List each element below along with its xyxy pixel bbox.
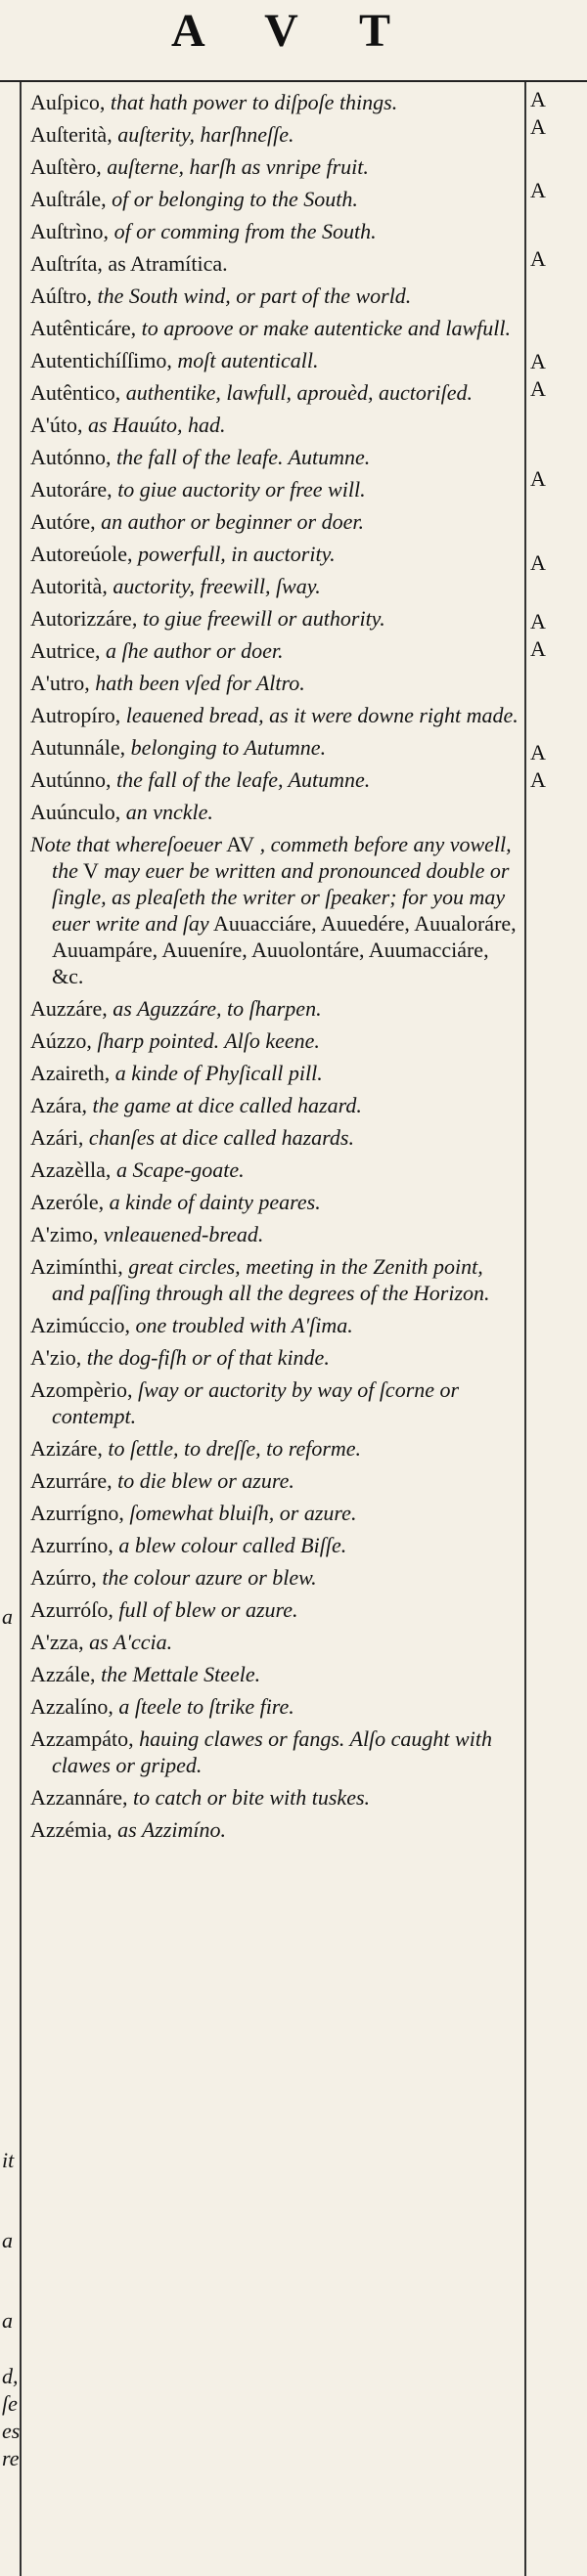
margin-fragment-left: it — [2, 2148, 15, 2172]
entry-headword: Auſtrìno, — [30, 219, 110, 243]
entry-headword: Azzalíno, — [30, 1694, 113, 1719]
dictionary-entry — [30, 1693, 519, 1720]
dictionary-entry — [30, 1189, 519, 1215]
entry-headword: Autropíro, — [30, 703, 121, 727]
dictionary-entry — [30, 670, 519, 696]
entry-definition: auctority, freewill, ſway. — [107, 574, 321, 598]
entry-headword: Auſtríta, as Atramítica. — [30, 251, 228, 276]
entry-headword: Autónno, — [30, 445, 112, 469]
margin-fragment-right: A — [530, 550, 546, 575]
dictionary-entry — [30, 1500, 519, 1526]
entry-definition: the dog-fiſh or of that kinde. — [81, 1345, 330, 1370]
dictionary-entry — [30, 766, 519, 793]
note-text-c: may euer be written and pronounced double or ſingle, as pleaſeth the writer or ſpeaker; for you may euer write and ſay — [52, 858, 510, 936]
margin-fragment-left: a — [2, 1604, 13, 1629]
entry-definition: full of blew or azure. — [113, 1597, 298, 1622]
dictionary-entry — [30, 1312, 519, 1338]
dictionary-entry — [30, 250, 519, 277]
dictionary-entry — [30, 347, 519, 373]
note-text-a: Note that whereſoeuer — [30, 832, 222, 856]
entry-headword: Azompèrio, — [30, 1377, 133, 1402]
dictionary-entry — [30, 799, 519, 825]
dictionary-entry — [30, 1221, 519, 1247]
note-examples: Auuacciáre, Auuedére, Auualoráre, Auuampáre, Auueníre, Auuolontáre, Auumacciáre, &c. — [52, 911, 517, 988]
entry-headword: A'zimo, — [30, 1222, 99, 1246]
entry-headword: A'zza, — [30, 1630, 84, 1654]
dictionary-entry — [30, 283, 519, 309]
dictionary-entry — [30, 1564, 519, 1591]
entry-definition: chanſes at dice called hazards. — [83, 1125, 354, 1150]
entry-headword: Auzzáre, — [30, 996, 108, 1021]
entry-definition: hauing clawes or fangs. Alſo caught with clawes or griped. — [52, 1726, 492, 1777]
margin-fragment-left: a — [2, 2228, 13, 2252]
entry-headword: Autoreúole, — [30, 542, 133, 566]
entry-headword: Aúzzo, — [30, 1028, 92, 1053]
margin-fragment-left: re — [2, 2446, 20, 2470]
entry-definition: hath been vſed for Altro. — [89, 671, 305, 695]
entry-headword: Azaireth, — [30, 1061, 111, 1085]
entry-headword: Auſterità, — [30, 122, 113, 147]
dictionary-entry — [30, 1629, 519, 1655]
dictionary-entry — [30, 1376, 519, 1429]
dictionary-entry — [30, 734, 519, 761]
entry-definition: of or belonging to the South. — [106, 187, 358, 211]
dictionary-entry — [30, 1092, 519, 1118]
margin-fragment-right: A — [530, 767, 546, 792]
note-text-b: , commeth before any vowell, the — [52, 832, 512, 883]
entry-headword: Autrice, — [30, 638, 101, 663]
entry-headword: Azurríno, — [30, 1533, 113, 1557]
entry-headword: Autorizzáre, — [30, 606, 138, 631]
dictionary-entry — [30, 1253, 519, 1306]
entry-definition: auſterne, harſh as vnripe fruit. — [101, 154, 369, 179]
entry-definition: the game at dice called hazard. — [87, 1093, 362, 1117]
dictionary-entry — [30, 121, 519, 148]
dictionary-entry — [30, 605, 519, 632]
entry-headword: Autoráre, — [30, 477, 113, 502]
entry-headword: Azúrro, — [30, 1565, 97, 1590]
dictionary-entry — [30, 1060, 519, 1086]
entry-headword: Azazèlla, — [30, 1157, 112, 1182]
header-rule — [0, 80, 587, 82]
dictionary-entry — [30, 444, 519, 470]
entry-definition: ſharp pointed. Alſo keene. — [91, 1028, 320, 1053]
margin-fragment-right: A — [530, 178, 546, 202]
entry-definition: the colour azure or blew. — [96, 1565, 317, 1590]
entry-headword: Azára, — [30, 1093, 88, 1117]
dictionary-entry — [30, 508, 519, 535]
entry-headword: Azzannáre, — [30, 1785, 128, 1810]
margin-fragment-right: A — [530, 740, 546, 764]
dictionary-entry — [30, 315, 519, 341]
dictionary-entry — [30, 541, 519, 567]
margin-fragment-right: A — [530, 376, 546, 401]
entry-definition: to catch or bite with tuskes. — [127, 1785, 371, 1810]
entry-headword: Auſpico, — [30, 90, 106, 114]
column-rule-right — [524, 82, 526, 2576]
entry-definition: an vnckle. — [120, 800, 213, 824]
entry-definition: one troubled with A'ſima. — [130, 1313, 353, 1337]
note-av: AV — [221, 832, 255, 856]
entry-headword: Azeróle, — [30, 1190, 105, 1214]
dictionary-entry — [30, 1027, 519, 1054]
entry-headword: Azurrígno, — [30, 1501, 124, 1525]
dictionary-entry — [30, 186, 519, 212]
dictionary-entry — [30, 702, 519, 728]
note-v: V — [77, 858, 99, 883]
entry-definition: an author or beginner or doer. — [95, 509, 364, 534]
entry-definition: a blew colour called Biſſe. — [113, 1533, 347, 1557]
dictionary-entry — [30, 1124, 519, 1151]
margin-fragment-right: A — [530, 114, 546, 139]
entry-headword: Autunnále, — [30, 735, 126, 760]
entry-definition: to die blew or azure. — [112, 1468, 294, 1493]
dictionary-entry — [30, 89, 519, 115]
entry-headword: Azári, — [30, 1125, 84, 1150]
entry-headword: Autúnno, — [30, 767, 112, 792]
column-rule-left — [20, 82, 22, 2576]
entry-headword: Auúnculo, — [30, 800, 121, 824]
entry-definition: belonging to Autumne. — [125, 735, 327, 760]
entry-headword: A'úto, — [30, 413, 83, 437]
margin-fragment-left: d, — [2, 2364, 19, 2388]
entry-definition: great circles, meeting in the Zenith point, and paſſing through all the degrees of the Horizon. — [52, 1254, 490, 1305]
margin-fragment-right: A — [530, 636, 546, 661]
entry-definition: to ſettle, to dreſſe, to reforme. — [102, 1436, 362, 1461]
dictionary-entry — [30, 1157, 519, 1183]
dictionary-entry — [30, 1784, 519, 1811]
entry-definition: ſway or auctority by way of ſcorne or contempt. — [52, 1377, 460, 1428]
entry-headword: Autênticáre, — [30, 316, 137, 340]
dictionary-entry — [30, 379, 519, 406]
entry-headword: Autêntico, — [30, 380, 121, 405]
dictionary-entry — [30, 1532, 519, 1558]
margin-fragment-left: ſe — [2, 2391, 18, 2416]
dictionary-column — [30, 89, 519, 1849]
dictionary-entry — [30, 1435, 519, 1462]
entry-headword: A'utro, — [30, 671, 90, 695]
entry-headword: Aúſtro, — [30, 284, 92, 308]
entry-definition: a Scape-goate. — [111, 1157, 245, 1182]
entry-headword: Azizáre, — [30, 1436, 103, 1461]
dictionary-entry — [30, 412, 519, 438]
dictionary-entry — [30, 153, 519, 180]
dictionary-entry — [30, 1661, 519, 1687]
dictionary-entry — [30, 1344, 519, 1371]
dictionary-entry — [30, 476, 519, 502]
entry-headword: Azurráre, — [30, 1468, 113, 1493]
entry-definition: to giue auctority or free will. — [112, 477, 366, 502]
entry-definition: as Aguzzáre, to ſharpen. — [107, 996, 322, 1021]
entry-headword: Autentichíſſimo, — [30, 348, 172, 372]
entry-definition: that hath power to diſpoſe things. — [105, 90, 398, 114]
entry-headword: Auſtèro, — [30, 154, 102, 179]
entry-headword: Azzémia, — [30, 1817, 113, 1842]
dictionary-entry — [30, 1467, 519, 1494]
entry-definition: a ſhe author or doer. — [100, 638, 284, 663]
entry-definition: the Mettale Steele. — [95, 1662, 261, 1686]
entry-definition: powerfull, in auctority. — [132, 542, 336, 566]
entry-headword: A'zio, — [30, 1345, 82, 1370]
entry-definition: moſt autenticall. — [171, 348, 319, 372]
entry-definition: of or comming from the South. — [109, 219, 377, 243]
entry-definition: a kinde of dainty peares. — [104, 1190, 321, 1214]
entry-headword: Autóre, — [30, 509, 96, 534]
dictionary-entry — [30, 1725, 519, 1778]
dictionary-entry — [30, 218, 519, 244]
entry-definition: auſterity, harſhneſſe. — [112, 122, 294, 147]
entry-definition: the fall of the leafe, Autumne. — [111, 767, 371, 792]
entry-definition: a kinde of Phyſicall pill. — [110, 1061, 323, 1085]
entry-definition: the South wind, or part of the world. — [91, 284, 412, 308]
dictionary-entry — [30, 573, 519, 599]
entry-definition: ſomewhat bluiſh, or azure. — [123, 1501, 357, 1525]
margin-fragment-right: A — [530, 349, 546, 373]
entry-definition: vnleauened-bread. — [98, 1222, 264, 1246]
page-header: A V T — [170, 5, 417, 57]
margin-fragment-right: A — [530, 87, 546, 111]
entry-definition: as A'ccia. — [83, 1630, 173, 1654]
usage-note — [30, 831, 519, 989]
margin-fragment-left: a — [2, 2308, 13, 2333]
entry-definition: as Azzimíno. — [112, 1817, 227, 1842]
entry-definition: authentike, lawfull, aprouèd, auctoriſed. — [120, 380, 473, 405]
entry-definition: to giue freewill or authority. — [137, 606, 385, 631]
dictionary-entry — [30, 995, 519, 1022]
entry-definition: a ſteele to ſtrike fire. — [113, 1694, 294, 1719]
margin-fragment-left: es — [2, 2419, 21, 2443]
entry-headword: Azimínthi, — [30, 1254, 123, 1279]
entry-definition: leauened bread, as it were downe right made. — [120, 703, 519, 727]
entry-definition: to aproove or make autenticke and lawfull. — [136, 316, 511, 340]
entry-headword: Auſtrále, — [30, 187, 107, 211]
entry-definition: as Hauúto, had. — [82, 413, 226, 437]
margin-fragment-right: A — [530, 466, 546, 491]
dictionary-entry — [30, 1816, 519, 1843]
entry-headword: Autorità, — [30, 574, 108, 598]
entry-definition: the fall of the leafe. Autumne. — [111, 445, 371, 469]
dictionary-entry — [30, 637, 519, 664]
entry-headword: Azzále, — [30, 1662, 96, 1686]
margin-fragment-right: A — [530, 246, 546, 271]
entry-headword: Azzampáto, — [30, 1726, 134, 1751]
entry-headword: Azimúccio, — [30, 1313, 131, 1337]
dictionary-entry — [30, 1596, 519, 1623]
margin-fragment-right: A — [530, 609, 546, 633]
entry-headword: Azurróſo, — [30, 1597, 113, 1622]
